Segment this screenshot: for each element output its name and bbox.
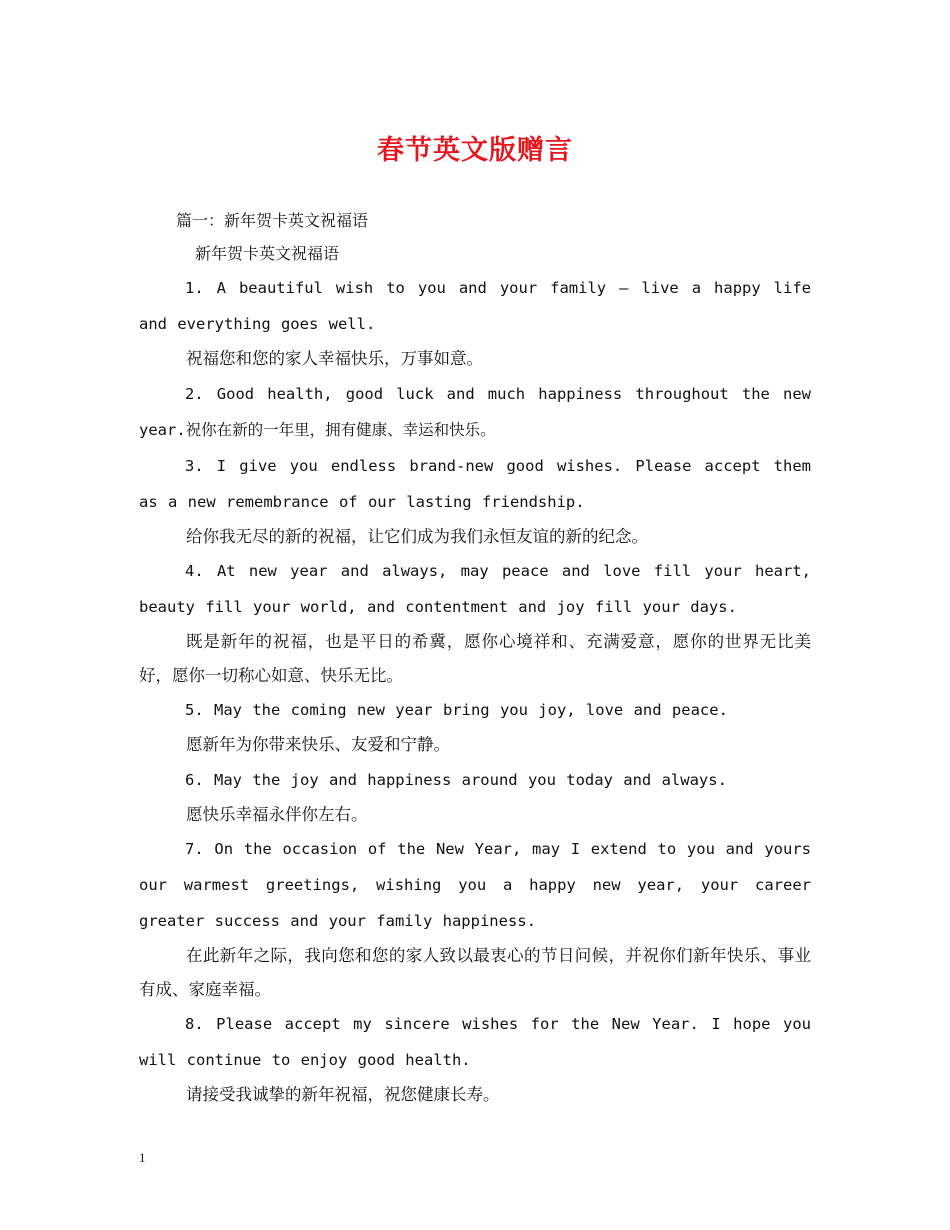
wish-english-1: 1. A beautiful wish to you and your family — live a happy life and everything goes well. xyxy=(139,279,811,333)
wish-english-2: 2. Good health, good luck and much happiness throughout the new year.祝你在新的一年里，拥有健康、幸运和快乐。 xyxy=(139,384,811,439)
wish-chinese-7: 在此新年之际，我向您和您的家人致以最衷心的节日问候，并祝你们新年快乐、事业有成、家庭幸福。 xyxy=(139,946,811,999)
wish-english-5: 5. May the coming new year bring you joy, love and peace. xyxy=(185,701,728,719)
wish-english-8: 8. Please accept my sincere wishes for the New Year. I hope you will continue to enjoy good health. xyxy=(139,1015,811,1069)
wish-chinese-6: 愿快乐幸福永伴你左右。 xyxy=(186,804,368,824)
wish-english-7: 7. On the occasion of the New Year, may I extend to you and yours our warmest greetings, wishing you a happy new year, your career greater success and your family happiness. xyxy=(139,840,811,930)
wish-chinese-8: 请接受我诚挚的新年祝福，祝您健康长寿。 xyxy=(186,1085,500,1104)
wish-chinese-1: 祝福您和您的家人幸福快乐，万事如意。 xyxy=(186,349,483,368)
wish-english-3: 3. I give you endless brand-new good wishes. Please accept them as a new remembrance of our lasting friendship. xyxy=(139,456,811,511)
sub-heading: 新年贺卡英文祝福语 xyxy=(195,244,340,263)
document-body xyxy=(139,204,811,1112)
page-number: 1 xyxy=(139,1150,146,1165)
wish-chinese-3: 给你我无尽的新的祝福，让它们成为我们永恒友谊的新的纪念。 xyxy=(186,526,648,546)
wish-chinese-4: 既是新年的祝福，也是平日的希冀，愿你心境祥和、充满爱意，愿你的世界无比美好，愿你一切称心如意、快乐无比。 xyxy=(139,632,811,685)
wish-chinese-5: 愿新年为你带来快乐、友爱和宁静。 xyxy=(186,735,450,754)
section-heading: 篇一：新年贺卡英文祝福语 xyxy=(176,211,369,230)
wish-english-6: 6. May the joy and happiness around you today and always. xyxy=(185,770,727,789)
page-title: 春节英文版赠言 xyxy=(377,135,573,166)
wish-english-4: 4. At new year and always, may peace and love fill your heart, beauty fill your world, and contentment and joy fill your days. xyxy=(139,562,811,616)
